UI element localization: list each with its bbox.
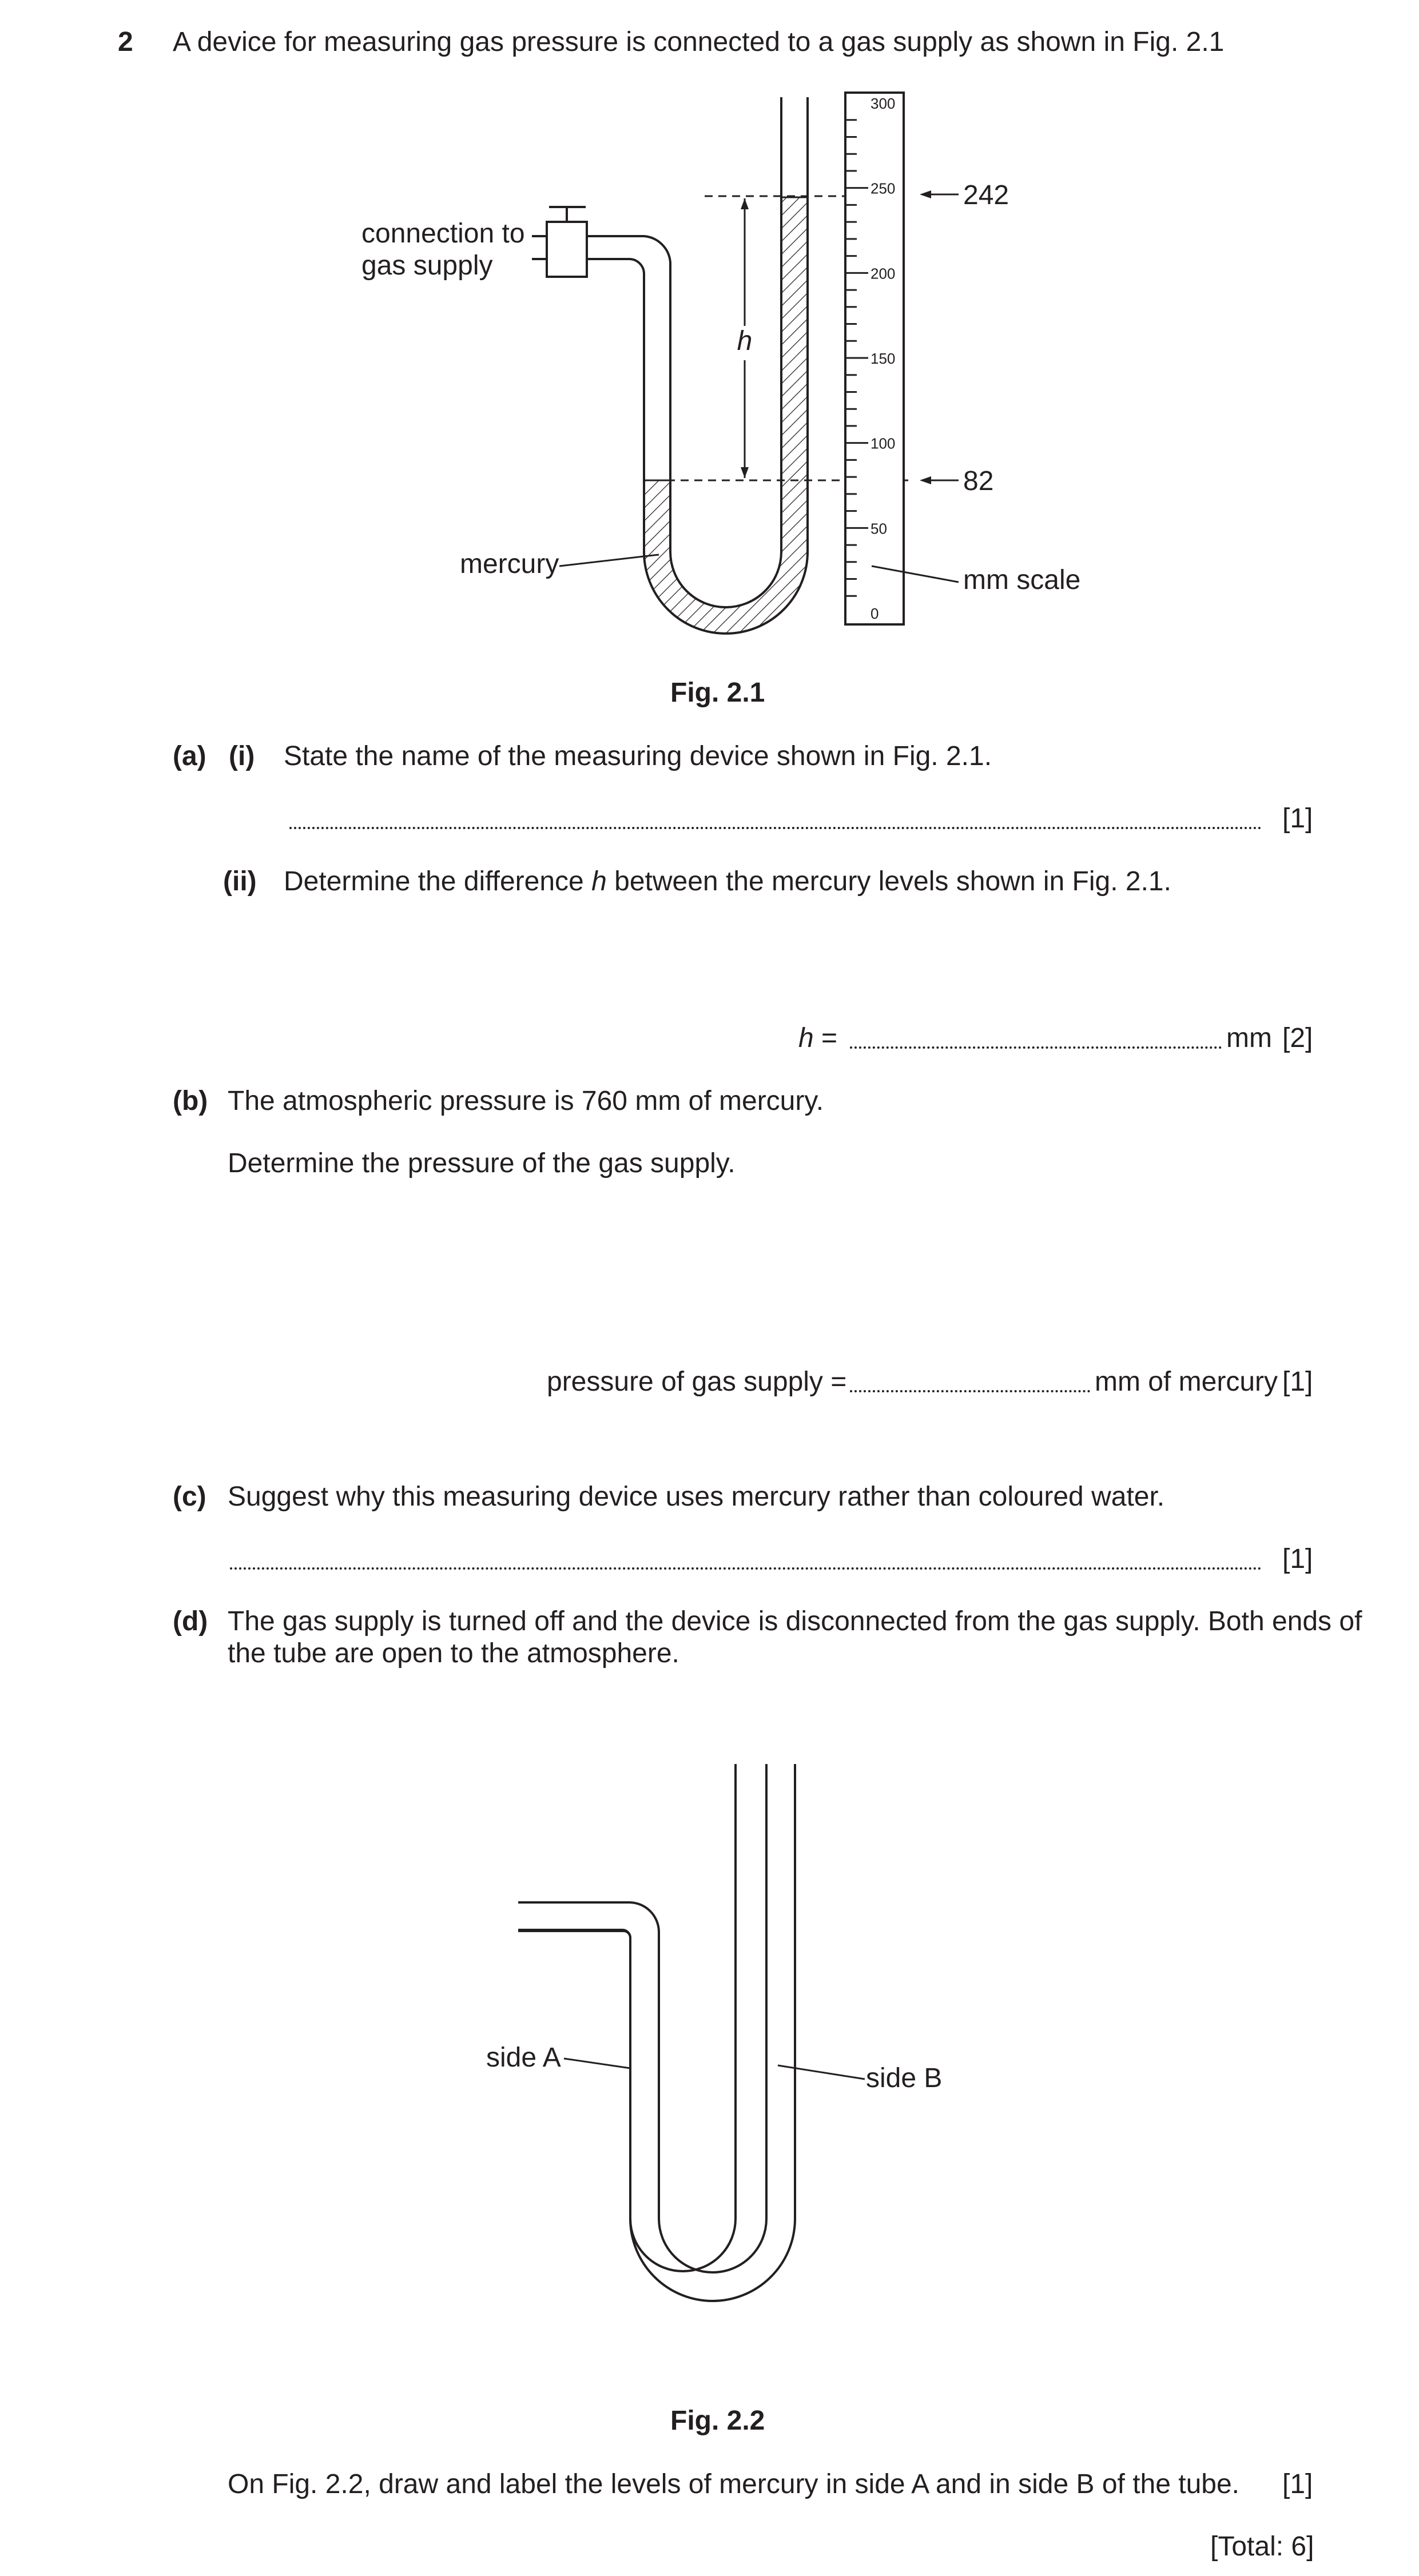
question-intro: A device for measuring gas pressure is connected to a gas supply as shown in Fig. 2.1 [173, 27, 1225, 57]
fig-2-2-caption: Fig. 2.2 [670, 2406, 765, 2436]
part-b-label: (b) [173, 1086, 208, 1116]
question-number: 2 [118, 27, 133, 57]
part-c-marks: [1] [1282, 1544, 1313, 1574]
scale-tick-label: 250 [871, 180, 896, 197]
part-a-ii-label: (ii) [223, 866, 257, 897]
part-a-ii-text-before: Determine the difference [284, 866, 584, 897]
part-a-ii-text-after: between the mercury levels shown in Fig. 2.1. [614, 866, 1171, 897]
scale-tick-label: 0 [871, 605, 879, 622]
label-mm-scale: mm scale [963, 565, 1081, 595]
h-answer-unit: mm [1226, 1023, 1272, 1053]
label-side-a: side A [486, 2043, 561, 2073]
part-b-marks: [1] [1282, 1367, 1313, 1397]
label-connection-line2: gas supply [361, 250, 493, 281]
pressure-answer-label: pressure of gas supply = [547, 1367, 847, 1397]
reading-242: 242 [963, 180, 1009, 210]
part-a-label: (a) [173, 741, 206, 771]
part-d-instruction: On Fig. 2.2, draw and label the levels of mercury in side A and in side B of the tube. [228, 2469, 1240, 2499]
pressure-answer-unit: mm of mercury [1095, 1367, 1278, 1397]
label-connection-line1: connection to [361, 218, 525, 249]
part-d-label: (d) [173, 1606, 208, 1637]
scale-tick-label: 150 [871, 350, 896, 367]
part-c-text: Suggest why this measuring device uses mercury rather than coloured water. [228, 1482, 1165, 1512]
part-a-ii-marks: [2] [1282, 1023, 1313, 1053]
part-d-marks: [1] [1282, 2469, 1313, 2499]
scale-tick-label: 200 [871, 265, 896, 282]
part-b-text2: Determine the pressure of the gas supply. [228, 1148, 736, 1178]
scale-tick-label: 100 [871, 435, 896, 452]
part-a-i-label: (i) [229, 741, 255, 771]
label-mercury: mercury [460, 549, 559, 579]
part-a-ii-var: h [591, 866, 607, 897]
h-label: h [737, 326, 753, 356]
part-a-i-text: State the name of the measuring device shown in Fig. 2.1. [284, 741, 992, 771]
part-c-label: (c) [173, 1482, 206, 1512]
part-b-text1: The atmospheric pressure is 760 mm of mercury. [228, 1086, 824, 1116]
reading-82: 82 [963, 466, 994, 496]
label-side-b: side B [866, 2063, 943, 2093]
scale-tick-label: 300 [871, 95, 896, 112]
h-answer-var: h [798, 1023, 814, 1053]
h-answer-eq: = [821, 1023, 838, 1053]
fig-2-1-caption: Fig. 2.1 [670, 678, 765, 708]
part-d-text-line1: The gas supply is turned off and the device is disconnected from the gas supply. Both ends of [228, 1606, 1362, 1637]
total-marks: [Total: 6] [1210, 2531, 1314, 2562]
part-a-i-marks: [1] [1282, 803, 1313, 834]
scale-tick-label: 50 [871, 520, 887, 538]
part-d-text-line2: the tube are open to the atmosphere. [228, 1638, 679, 1669]
